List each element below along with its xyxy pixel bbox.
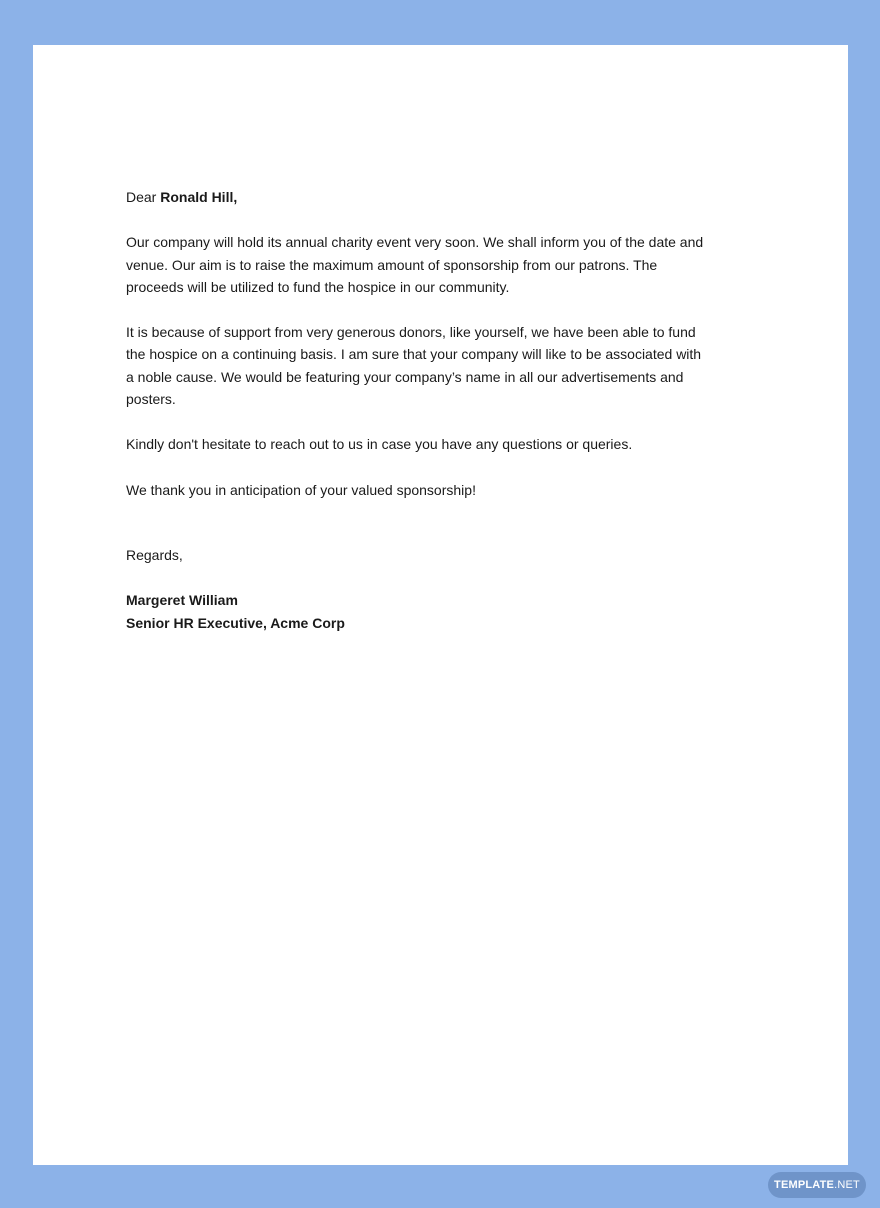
text-line: posters. xyxy=(126,391,176,408)
paragraph-2 xyxy=(126,321,703,410)
text-line: the hospice on a continuing basis. I am sure that your company will like to be associated with xyxy=(126,346,702,363)
signer-name: Margeret William xyxy=(126,592,238,609)
signature-block xyxy=(126,589,703,634)
paragraph-3 xyxy=(126,433,703,455)
text-line: Kindly don't hesitate to reach out to us in case you have any questions or queries. xyxy=(126,436,633,453)
salutation-prefix: Dear xyxy=(126,189,161,205)
closing: Regards, xyxy=(126,546,183,563)
salutation xyxy=(126,186,703,208)
watermark-brand: TEMPLATE xyxy=(774,1179,835,1191)
letter-body xyxy=(126,186,703,657)
paragraph-1 xyxy=(126,231,703,298)
text-line: venue. Our aim is to raise the maximum amount of sponsorship from our patrons. The xyxy=(126,256,658,273)
letter-page xyxy=(33,45,848,1165)
text-line: a noble cause. We would be featuring your company’s name in all our advertisements and xyxy=(126,368,684,385)
text-line: We thank you in anticipation of your valued sponsorship! xyxy=(126,481,476,498)
paragraph-4 xyxy=(126,479,703,501)
text-line: It is because of support from very generous donors, like yourself, we have been able to fund xyxy=(126,324,696,341)
recipient-name: Ronald Hill, xyxy=(160,189,238,205)
text-line: proceeds will be utilized to fund the hospice in our community. xyxy=(126,278,510,295)
text-line: Our company will hold its annual charity event very soon. We shall inform you of the date and xyxy=(126,234,704,251)
template-net-watermark xyxy=(768,1172,866,1198)
watermark-suffix: .NET xyxy=(834,1179,860,1191)
signer-title: Senior HR Executive, Acme Corp xyxy=(126,614,345,631)
